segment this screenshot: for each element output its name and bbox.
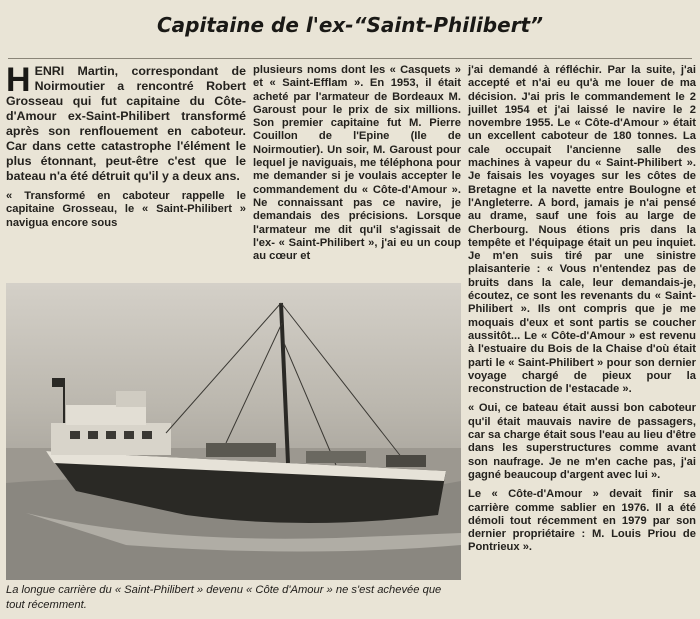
ship-illustration	[6, 283, 461, 580]
column-3-paragraph-2: « Oui, ce bateau était aussi bon caboteur qu'il était mauvais navire de passagers, car sa charge était sous l'eau au lieu d'être dans les superstructures comme avant son naufrage. Je ne m'en cache pas, j'ai gagné beaucoup d'argent avec lui ».	[468, 402, 696, 481]
flag	[52, 378, 64, 387]
column-3-paragraph-1: j'ai demandé à réfléchir. Par la suite, j'ai accepté et n'ai eu qu'à me louer de ma décision. J'ai pris le commandement le 2 juillet 1954 et j'ai laissé le navire le 2 novembre 1955. Le « Côte-d'Amour » était un excellent caboteur de 180 tonnes. La cale occupait l'ancienne salle des machines à vapeur du « Saint-Philibert ». Je faisais les voyages sur les côtes de Bretagne et la navette entre Boulogne et l'Angleterre. A bord, jamais je n'ai pensé au drame, sauf une fois au large de Cherbourg. Nous étions pris dans la tempête et l'équipage était un peu inquiet. Je m'en suis tiré par une sinistre plaisanterie : « Vous n'entendez pas de bruits dans la cale, leur demandais-je, écoutez, ce sont les revenants du « Saint-Philibert ». Ils ont compris que je me moquais d'eux et sont partis se coucher aussitôt... Le « Côte-d'Amour » est revenu à l'estuaire du Bois de la Chaise d'où était parti le « Saint-Philibert » pour son dernier voyage chargé de pieux pour la reconstruction de l'estacade ».	[468, 64, 696, 396]
ship-photo	[6, 283, 461, 580]
column-3-paragraph-3: Le « Côte-d'Amour » devait finir sa carrière comme sablier en 1976. Il a été démoli tout récemment en 1979 par son dernier propriétaire : M. Louis Priou de Pontrieux ».	[468, 488, 696, 554]
column-1	[6, 61, 246, 236]
photo-caption: La longue carrière du « Saint-Philibert » devenu « Côte d'Amour » ne s'est achevée que tout récemment.	[6, 584, 442, 611]
headline-rule	[8, 58, 692, 59]
headline: Capitaine de l'ex-“Saint-Philibert”	[157, 13, 543, 37]
drop-cap: H	[6, 61, 31, 99]
column-2-paragraph: plusieurs noms dont les « Casquets » et « Saint-Efflam ». En 1953, il était acheté par l'armateur de Bordeaux M. Garoust pour le prix de six millions. Son premier capitaine fut M. Pierre Couillon de l'Epine (Ile de Noirmoutier). Un soir, M. Garoust pour lequel je naviguais, me téléphona pour me demander si je voulais accepter le commandement du « Côte-d'Amour ». Ne connaissant pas ce navire, je demandais des précisions. Lorsque l'armateur me dit qu'il s'agissait de l'ex- « Saint-Philibert », j'ai eu un coup au cœur et	[253, 64, 461, 263]
column-1-paragraph: « Transformé en caboteur rappelle le capitaine Grosseau, le « Saint-Philibert » navigua encore sous	[6, 190, 246, 229]
mast	[281, 303, 288, 463]
column-2	[253, 64, 461, 269]
lead-text: ENRI Martin, correspondant de Noirmoutier a rencontré Robert Grosseau qui fut capitaine du Côte-d'Amour ex-Saint-Philibert transformé après son renflouement en caboteur. Car dans cette catastrophe l'élément le plus étonnant, peut-être c'est que le bateau n'a été détruit qu'il y a deux ans.	[6, 64, 246, 183]
lead-paragraph	[6, 61, 246, 184]
column-3	[468, 64, 696, 561]
